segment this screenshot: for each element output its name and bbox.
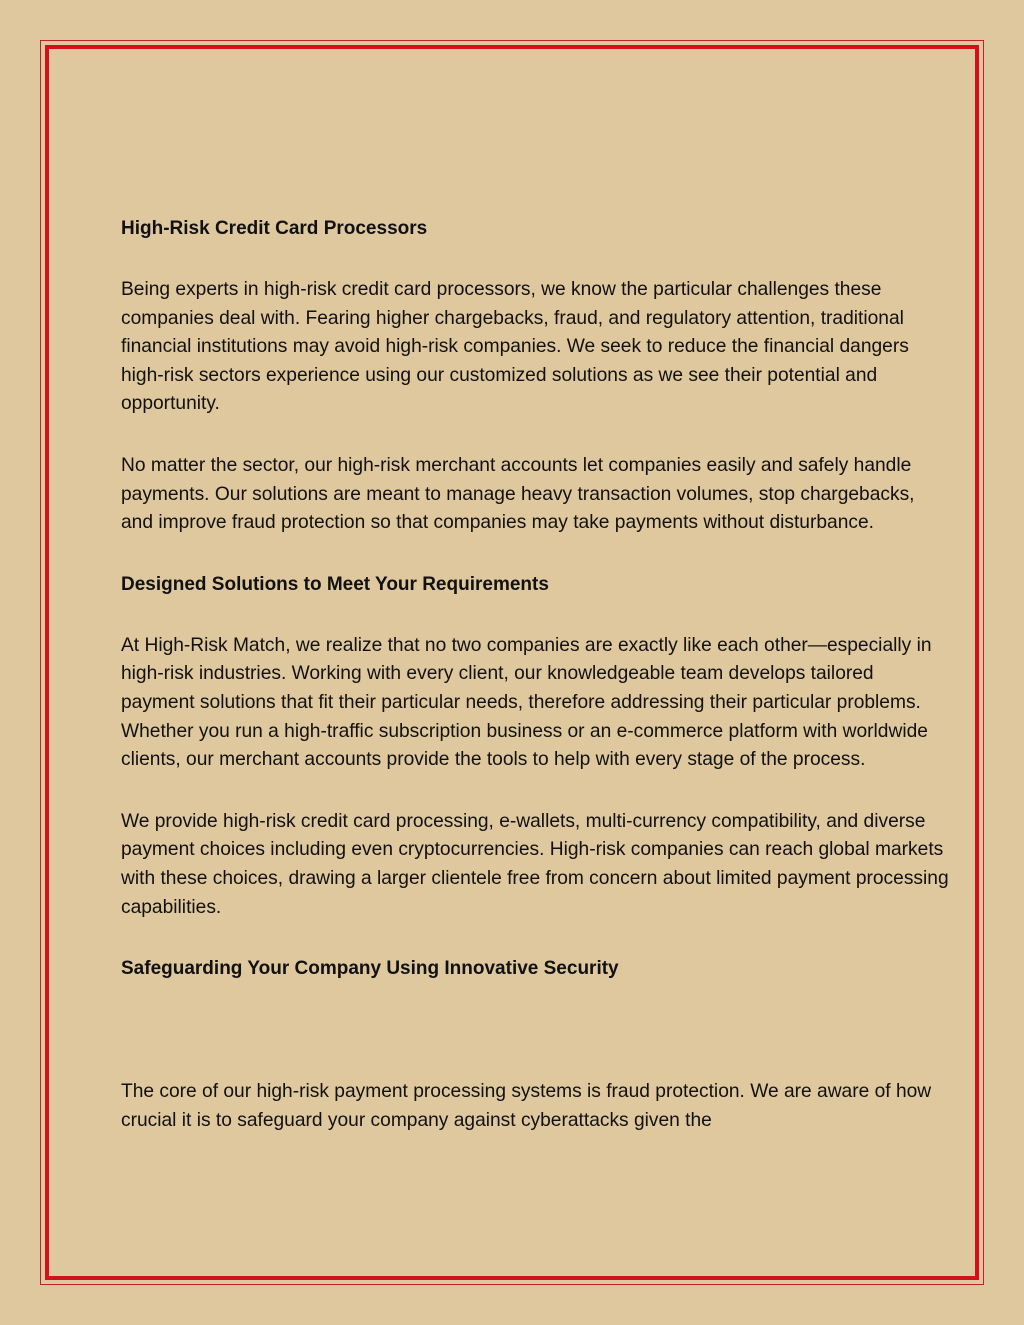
paragraph: The core of our high-risk payment processing systems is fraud protection. We are aware of how crucial it is to safeguard your company against cyberattacks given the	[121, 1081, 932, 1131]
section-heading: Safeguarding Your Company Using Innovative Security	[121, 958, 619, 980]
blank-space	[121, 1016, 951, 1078]
paragraph: At High-Risk Match, we realize that no two companies are exactly like each other—especially in high-risk industries. Working with every client, our knowledgeable team develops tailored payment solutions that fit their particular needs, therefore addressing their particular problems. Whether you run a high-traffic subscription business or an e-commerce platform with worldwide clients, our merchant accounts provide the tools to help with every stage of the process.	[121, 634, 932, 771]
paragraph: We provide high-risk credit card processing, e-wallets, multi-currency compatibility, and diverse payment choices including even cryptocurrencies. High-risk companies can reach global markets with these choices, drawing a larger clientele free from concern about limited payment processing capabilities.	[121, 810, 949, 918]
section-heading: Designed Solutions to Meet Your Requirements	[121, 573, 549, 595]
paragraph: Being experts in high-risk credit card processors, we know the particular challenges these companies deal with. Fearing higher chargebacks, fraud, and regulatory attention, traditional financial institutions may avoid high-risk companies. We seek to reduce the financial dangers high-risk sectors experience using our customized solutions as we see their potential and opportunity.	[121, 279, 909, 415]
section-heading: High-Risk Credit Card Processors	[121, 218, 428, 239]
document-body	[121, 215, 951, 1168]
paragraph: No matter the sector, our high-risk merchant accounts let companies easily and safely handle payments. Our solutions are meant to manage heavy transaction volumes, stop chargebacks, and improve fraud protection so that companies may take payments without disturbance.	[121, 454, 915, 534]
